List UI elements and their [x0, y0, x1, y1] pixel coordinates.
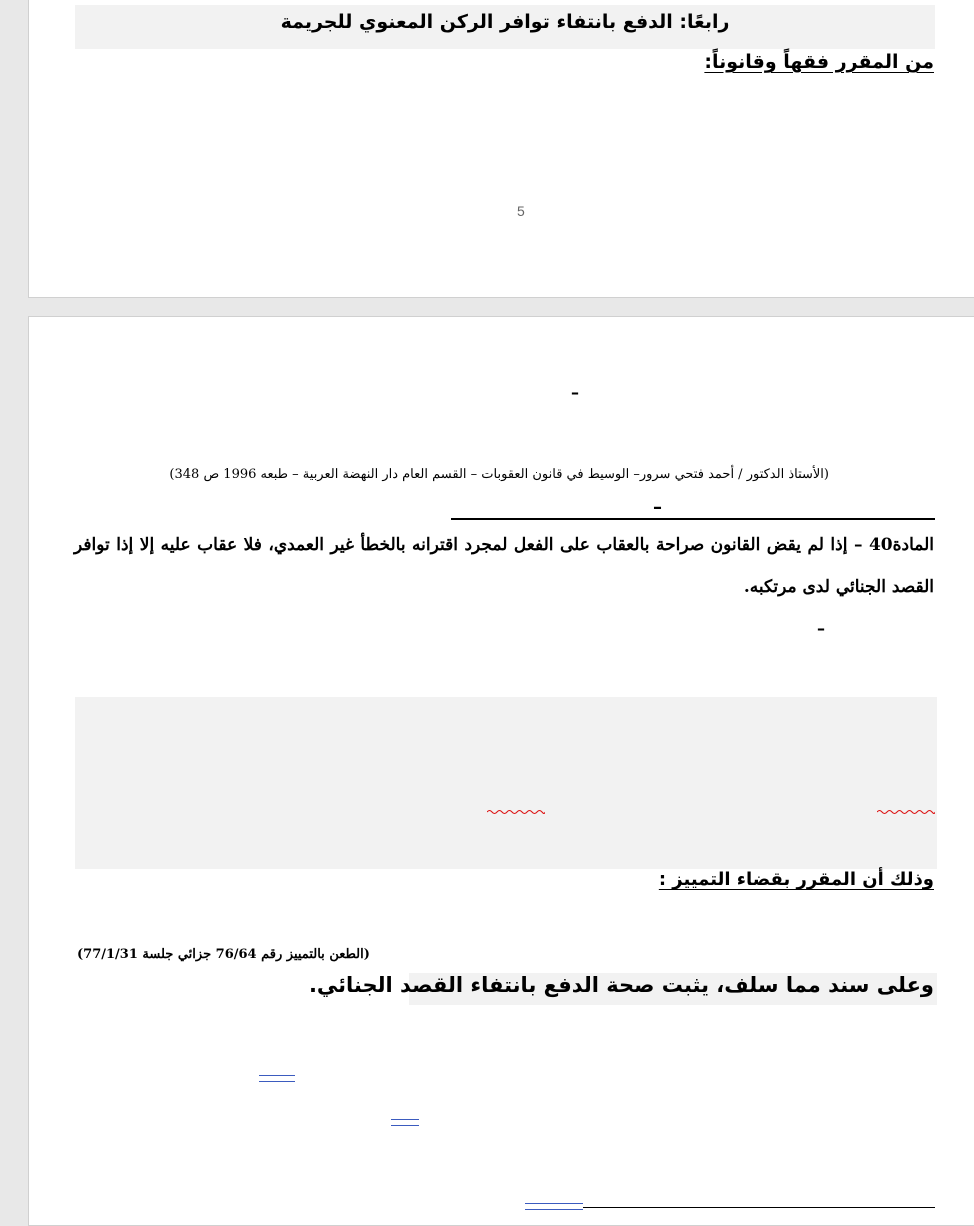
court-heading: وذلك أن المقرر بقضاء التمييز : [658, 869, 934, 890]
conclusion-text: وعلى سند مما سلف، يثبت صحة الدفع بانتفاء القصد الجنائي. [308, 973, 934, 997]
sub-heading: من المقرر فقهاً وقانوناً: [704, 51, 934, 73]
page-number: 5 [517, 203, 525, 219]
spelling-squiggle [487, 809, 545, 815]
separator-rule [451, 518, 935, 520]
document-page-2 [28, 316, 974, 1226]
double-underline-mark [391, 1119, 419, 1126]
double-underline-mark [259, 1075, 295, 1082]
citation-text: (الأستاذ الدكتور / أحمد فتحي سرور– الوسيط في قانون العقوبات – القسم العام دار النهضة العربية – طبعه 1996 ص 348) [169, 467, 829, 482]
footer-rule [583, 1207, 935, 1208]
shaded-block [75, 697, 937, 869]
dash-marker: – [653, 497, 662, 518]
ruling-citation: (الطعن بالتمييز رقم 76/64 جزائي جلسة 77/1/31) [77, 947, 370, 962]
dash-marker: – [571, 383, 579, 402]
document-page-1 [28, 0, 974, 298]
section-heading: رابعًا: الدفع بانتفاء توافر الركن المعنوي للجريمة [280, 11, 730, 33]
spelling-squiggle [877, 809, 935, 815]
article-paragraph: المادة40 – إذا لم يقض القانون صراحة بالعقاب على الفعل لمجرد اقترانه بالخطأ غير العمدي، فلا عقاب عليه إلا إذا توافر القصد الجنائي لدى مرتكبه. [74, 535, 934, 597]
double-underline-mark [525, 1203, 583, 1210]
dash-marker: – [817, 619, 825, 638]
